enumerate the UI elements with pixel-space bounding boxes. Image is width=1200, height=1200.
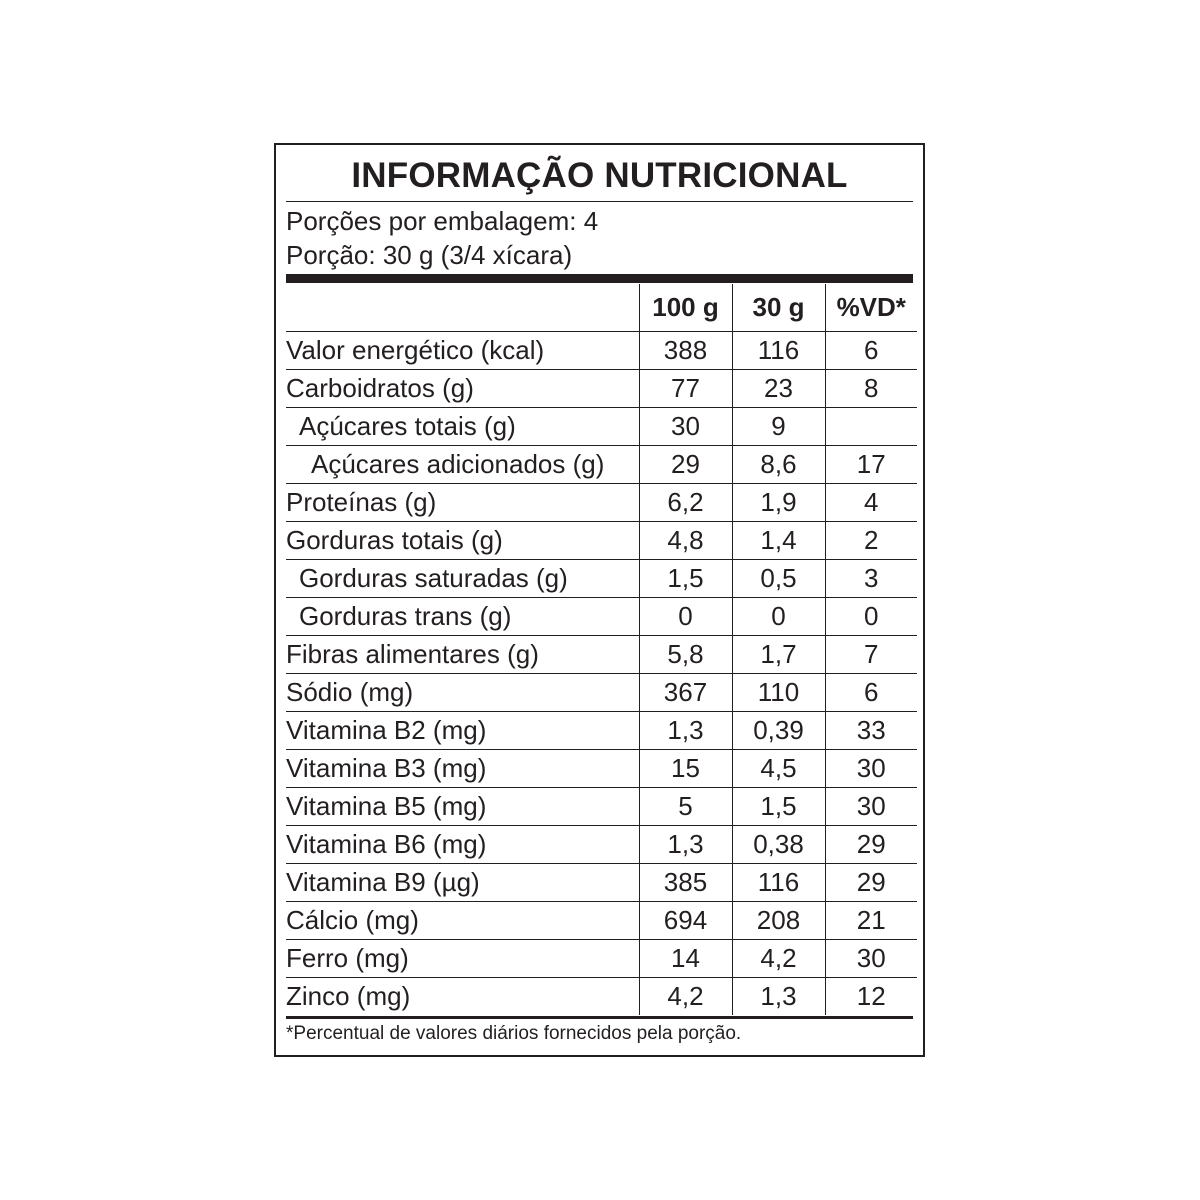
value-daily-value: 6 (825, 674, 917, 712)
nutrient-name: Valor energético (kcal) (286, 332, 639, 370)
nutrition-facts-label (274, 143, 925, 1057)
value-per-serving: 1,3 (732, 978, 825, 1016)
table-row (286, 522, 917, 560)
nutrient-name: Fibras alimentares (g) (286, 636, 639, 674)
nutrient-name: Vitamina B3 (mg) (286, 750, 639, 788)
nutrition-table (286, 284, 917, 1015)
label-title: INFORMAÇÃO NUTRICIONAL (351, 156, 848, 195)
value-daily-value: 17 (825, 446, 917, 484)
table-row (286, 408, 917, 446)
value-per-100g: 388 (639, 332, 732, 370)
value-per-serving: 1,7 (732, 636, 825, 674)
value-per-serving: 0,39 (732, 712, 825, 750)
value-daily-value: 2 (825, 522, 917, 560)
value-daily-value: 7 (825, 636, 917, 674)
value-per-serving: 116 (732, 864, 825, 902)
table-row (286, 332, 917, 370)
value-daily-value: 8 (825, 370, 917, 408)
value-per-serving: 8,6 (732, 446, 825, 484)
header-per-100g: 100 g (639, 284, 732, 332)
value-per-100g: 6,2 (639, 484, 732, 522)
table-header-row (286, 284, 917, 332)
nutrient-name: Gorduras trans (g) (286, 598, 639, 636)
table-row (286, 712, 917, 750)
value-per-100g: 5 (639, 788, 732, 826)
nutrient-name: Sódio (mg) (286, 674, 639, 712)
value-per-serving: 0 (732, 598, 825, 636)
value-daily-value: 3 (825, 560, 917, 598)
table-row (286, 864, 917, 902)
nutrient-name: Proteínas (g) (286, 484, 639, 522)
value-per-serving: 1,5 (732, 788, 825, 826)
table-row (286, 940, 917, 978)
value-per-100g: 30 (639, 408, 732, 446)
nutrient-name: Gorduras saturadas (g) (286, 560, 639, 598)
value-daily-value: 4 (825, 484, 917, 522)
nutrient-name: Vitamina B9 (µg) (286, 864, 639, 902)
table-row (286, 446, 917, 484)
value-per-serving: 4,2 (732, 940, 825, 978)
table-row (286, 370, 917, 408)
value-daily-value: 12 (825, 978, 917, 1016)
footer-divider (286, 1016, 913, 1019)
nutrient-name: Ferro (mg) (286, 940, 639, 978)
value-per-serving: 23 (732, 370, 825, 408)
value-per-serving: 1,4 (732, 522, 825, 560)
serving-size: Porção: 30 g (3/4 xícara) (286, 240, 573, 270)
nutrient-name: Cálcio (mg) (286, 902, 639, 940)
value-per-100g: 0 (639, 598, 732, 636)
header-daily-value: %VD* (825, 284, 917, 332)
value-per-serving: 1,9 (732, 484, 825, 522)
nutrient-name: Zinco (mg) (286, 981, 411, 1011)
value-per-100g: 385 (639, 864, 732, 902)
value-daily-value: 29 (825, 864, 917, 902)
header-thick-divider (286, 274, 913, 283)
servings-per-package: Porções por embalagem: 4 (286, 206, 599, 236)
value-daily-value (825, 408, 917, 446)
table-row (286, 788, 917, 826)
value-per-100g: 77 (639, 370, 732, 408)
nutrient-name: Carboidratos (g) (286, 370, 639, 408)
value-per-100g: 5,8 (639, 636, 732, 674)
value-per-100g: 4,8 (639, 522, 732, 560)
value-per-100g: 15 (639, 750, 732, 788)
table-row (286, 826, 917, 864)
value-per-serving: 116 (732, 332, 825, 370)
value-per-serving: 9 (732, 408, 825, 446)
value-per-100g: 14 (639, 940, 732, 978)
value-daily-value: 30 (825, 788, 917, 826)
value-per-100g: 1,3 (639, 826, 732, 864)
value-per-100g: 1,3 (639, 712, 732, 750)
value-daily-value: 6 (825, 332, 917, 370)
value-per-100g: 29 (639, 446, 732, 484)
value-daily-value: 30 (825, 940, 917, 978)
value-daily-value: 29 (825, 826, 917, 864)
value-daily-value: 30 (825, 750, 917, 788)
value-per-serving: 0,38 (732, 826, 825, 864)
value-per-100g: 694 (639, 902, 732, 940)
value-per-serving: 4,5 (732, 750, 825, 788)
value-per-100g: 1,5 (639, 560, 732, 598)
table-row (286, 598, 917, 636)
table-row (286, 750, 917, 788)
value-daily-value: 21 (825, 902, 917, 940)
value-per-100g: 4,2 (639, 978, 732, 1016)
table-row (286, 484, 917, 522)
value-per-serving: 110 (732, 674, 825, 712)
table-row (286, 560, 917, 598)
nutrient-name: Vitamina B2 (mg) (286, 712, 639, 750)
value-per-serving: 208 (732, 902, 825, 940)
table-row (286, 674, 917, 712)
header-nutrient (286, 284, 639, 332)
value-daily-value: 0 (825, 598, 917, 636)
footnote: *Percentual de valores diários fornecidos pela porção. (286, 1023, 742, 1044)
table-row (286, 902, 917, 940)
nutrient-name: Gorduras totais (g) (286, 522, 639, 560)
nutrient-name: Vitamina B6 (mg) (286, 826, 639, 864)
value-per-serving: 0,5 (732, 560, 825, 598)
value-daily-value: 33 (825, 712, 917, 750)
title-divider (286, 201, 913, 202)
value-per-100g: 367 (639, 674, 732, 712)
nutrient-name: Vitamina B5 (mg) (286, 788, 639, 826)
table-row (286, 978, 917, 1016)
header-per-serving: 30 g (732, 284, 825, 332)
table-row (286, 636, 917, 674)
nutrient-name: Açúcares totais (g) (286, 408, 639, 446)
nutrient-name: Açúcares adicionados (g) (286, 446, 639, 484)
